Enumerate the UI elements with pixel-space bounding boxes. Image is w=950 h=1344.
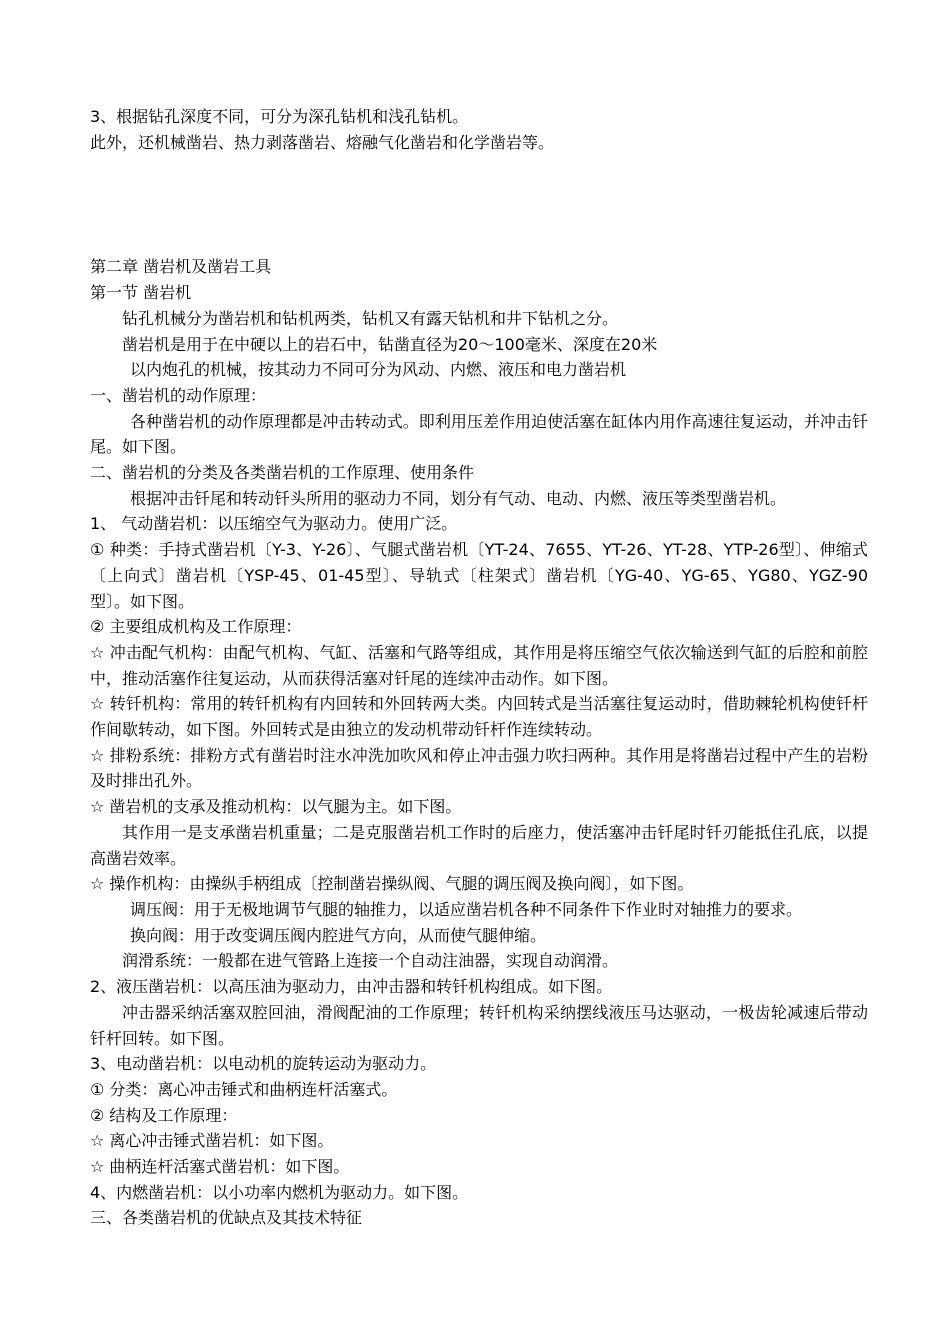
heading-2: 二、凿岩机的分类及各类凿岩机的工作原理、使用条件	[90, 463, 475, 483]
list-item: ☆ 离心冲击锤式凿岩机：如下图。	[90, 1131, 334, 1151]
document-page	[90, 104, 868, 1231]
list-item: 3、电动凿岩机：以电动机的旋转运动为驱动力。	[90, 1054, 437, 1074]
list-item: ☆ 转钎机构：常用的转钎机构有内回转和外回转两大类。内回转式是当活塞往复运动时，借助棘轮机构使钎杆作间歇转动，如下图。外回转式是由独立的发动机带动钎杆作连续转动。	[90, 694, 868, 740]
list-item: ② 结构及工作原理：	[90, 1105, 238, 1125]
list-item: ② 主要组成机构及工作原理：	[90, 617, 302, 637]
heading-1: 一、凿岩机的动作原理：	[90, 385, 267, 405]
paragraph: 其作用一是支承凿岩机重量；二是克服凿岩机工作时的后座力，使活塞冲击钎尾时钎刃能抵住孔底，以提高凿岩效率。	[90, 822, 868, 868]
list-item: ① 分类：离心冲击锤式和曲柄连杆活塞式。	[90, 1079, 398, 1099]
section-title: 第一节 凿岩机	[90, 283, 192, 303]
paragraph: 凿岩机是用于在中硬以上的岩石中，钻凿直径为20～100毫米、深度在20米	[122, 334, 658, 354]
list-item: 4、内燃凿岩机：以小功率内燃机为驱动力。如下图。	[90, 1182, 469, 1202]
paragraph: 根据冲击钎尾和转动钎头所用的驱动力不同，划分有气动、电动、内燃、液压等类型凿岩机。	[130, 488, 787, 508]
paragraph: 各种凿岩机的动作原理都是冲击转动式。即利用压差作用迫使活塞在缸体内用作高速往复运动，并冲击钎尾。如下图。	[90, 411, 868, 457]
list-item: ☆ 曲柄连杆活塞式凿岩机：如下图。	[90, 1157, 350, 1177]
paragraph: 润滑系统：一般都在进气管路上连接一个自动注油器，实现自动润滑。	[122, 951, 619, 971]
section-gap	[90, 155, 868, 254]
paragraph: 钻孔机械分为凿岩机和钻机两类，钻机又有露天钻机和井下钻机之分。	[122, 308, 619, 328]
list-item: ☆ 冲击配气机构：由配气机构、气缸、活塞和气路等组成，其作用是将压缩空气依次输送到气缸的后腔和前腔中，推动活塞作往复运动，从而获得活塞对钎尾的连续冲击动作。如下图。	[90, 642, 868, 688]
list-item: ☆ 操作机构：由操纵手柄组成〔控制凿岩操纵阀、气腿的调压阀及换向阀〕，如下图。	[90, 874, 694, 894]
intro-line-1: 3、根据钻孔深度不同，可分为深孔钻机和浅孔钻机。	[90, 107, 469, 126]
chapter-title: 第二章 凿岩机及凿岩工具	[90, 257, 272, 277]
paragraph: 换向阀：用于改变调压阀内腔进气方向，从而使气腿伸缩。	[130, 925, 547, 945]
paragraph: 调压阀：用于无极地调节气腿的轴推力，以适应凿岩机各种不同条件下作业时对轴推力的要求。	[130, 899, 803, 919]
paragraph: 冲击器采纳活塞双腔回油，滑阀配油的工作原理；转钎机构采纳摆线液压马达驱动，一极齿轮减速后带动钎杆回转。如下图。	[90, 1002, 868, 1048]
list-item: 1、 气动凿岩机：以压缩空气为驱动力。使用广泛。	[90, 514, 458, 534]
intro-line-2: 此外，还机械凿岩、热力剥落凿岩、熔融气化凿岩和化学凿岩等。	[90, 132, 555, 152]
heading-3: 三、各类凿岩机的优缺点及其技术特征	[90, 1208, 363, 1228]
list-item: ☆ 凿岩机的支承及推动机构：以气腿为主。如下图。	[90, 797, 462, 817]
list-item: ① 种类：手持式凿岩机〔Y-3、Y-26〕、气腿式凿岩机〔YT-24、7655、YT-26、YT-28、YTP-26型〕、伸缩式〔上向式〕凿岩机〔YSP-45、01-45型〕、导轨式〔柱架式〕凿岩机〔YG-40、YG-65、YG80、YGZ-90型〕。如下图。	[90, 540, 868, 611]
paragraph: 以内炮孔的机械，按其动力不同可分为风动、内燃、液压和电力凿岩机	[130, 360, 627, 380]
list-item: 2、液压凿岩机：以高压油为驱动力，由冲击器和转钎机构组成。如下图。	[90, 977, 613, 997]
list-item: ☆ 排粉系统：排粉方式有凿岩时注水冲洗加吹风和停止冲击强力吹扫两种。其作用是将凿岩过程中产生的岩粉及时排出孔外。	[90, 745, 868, 791]
